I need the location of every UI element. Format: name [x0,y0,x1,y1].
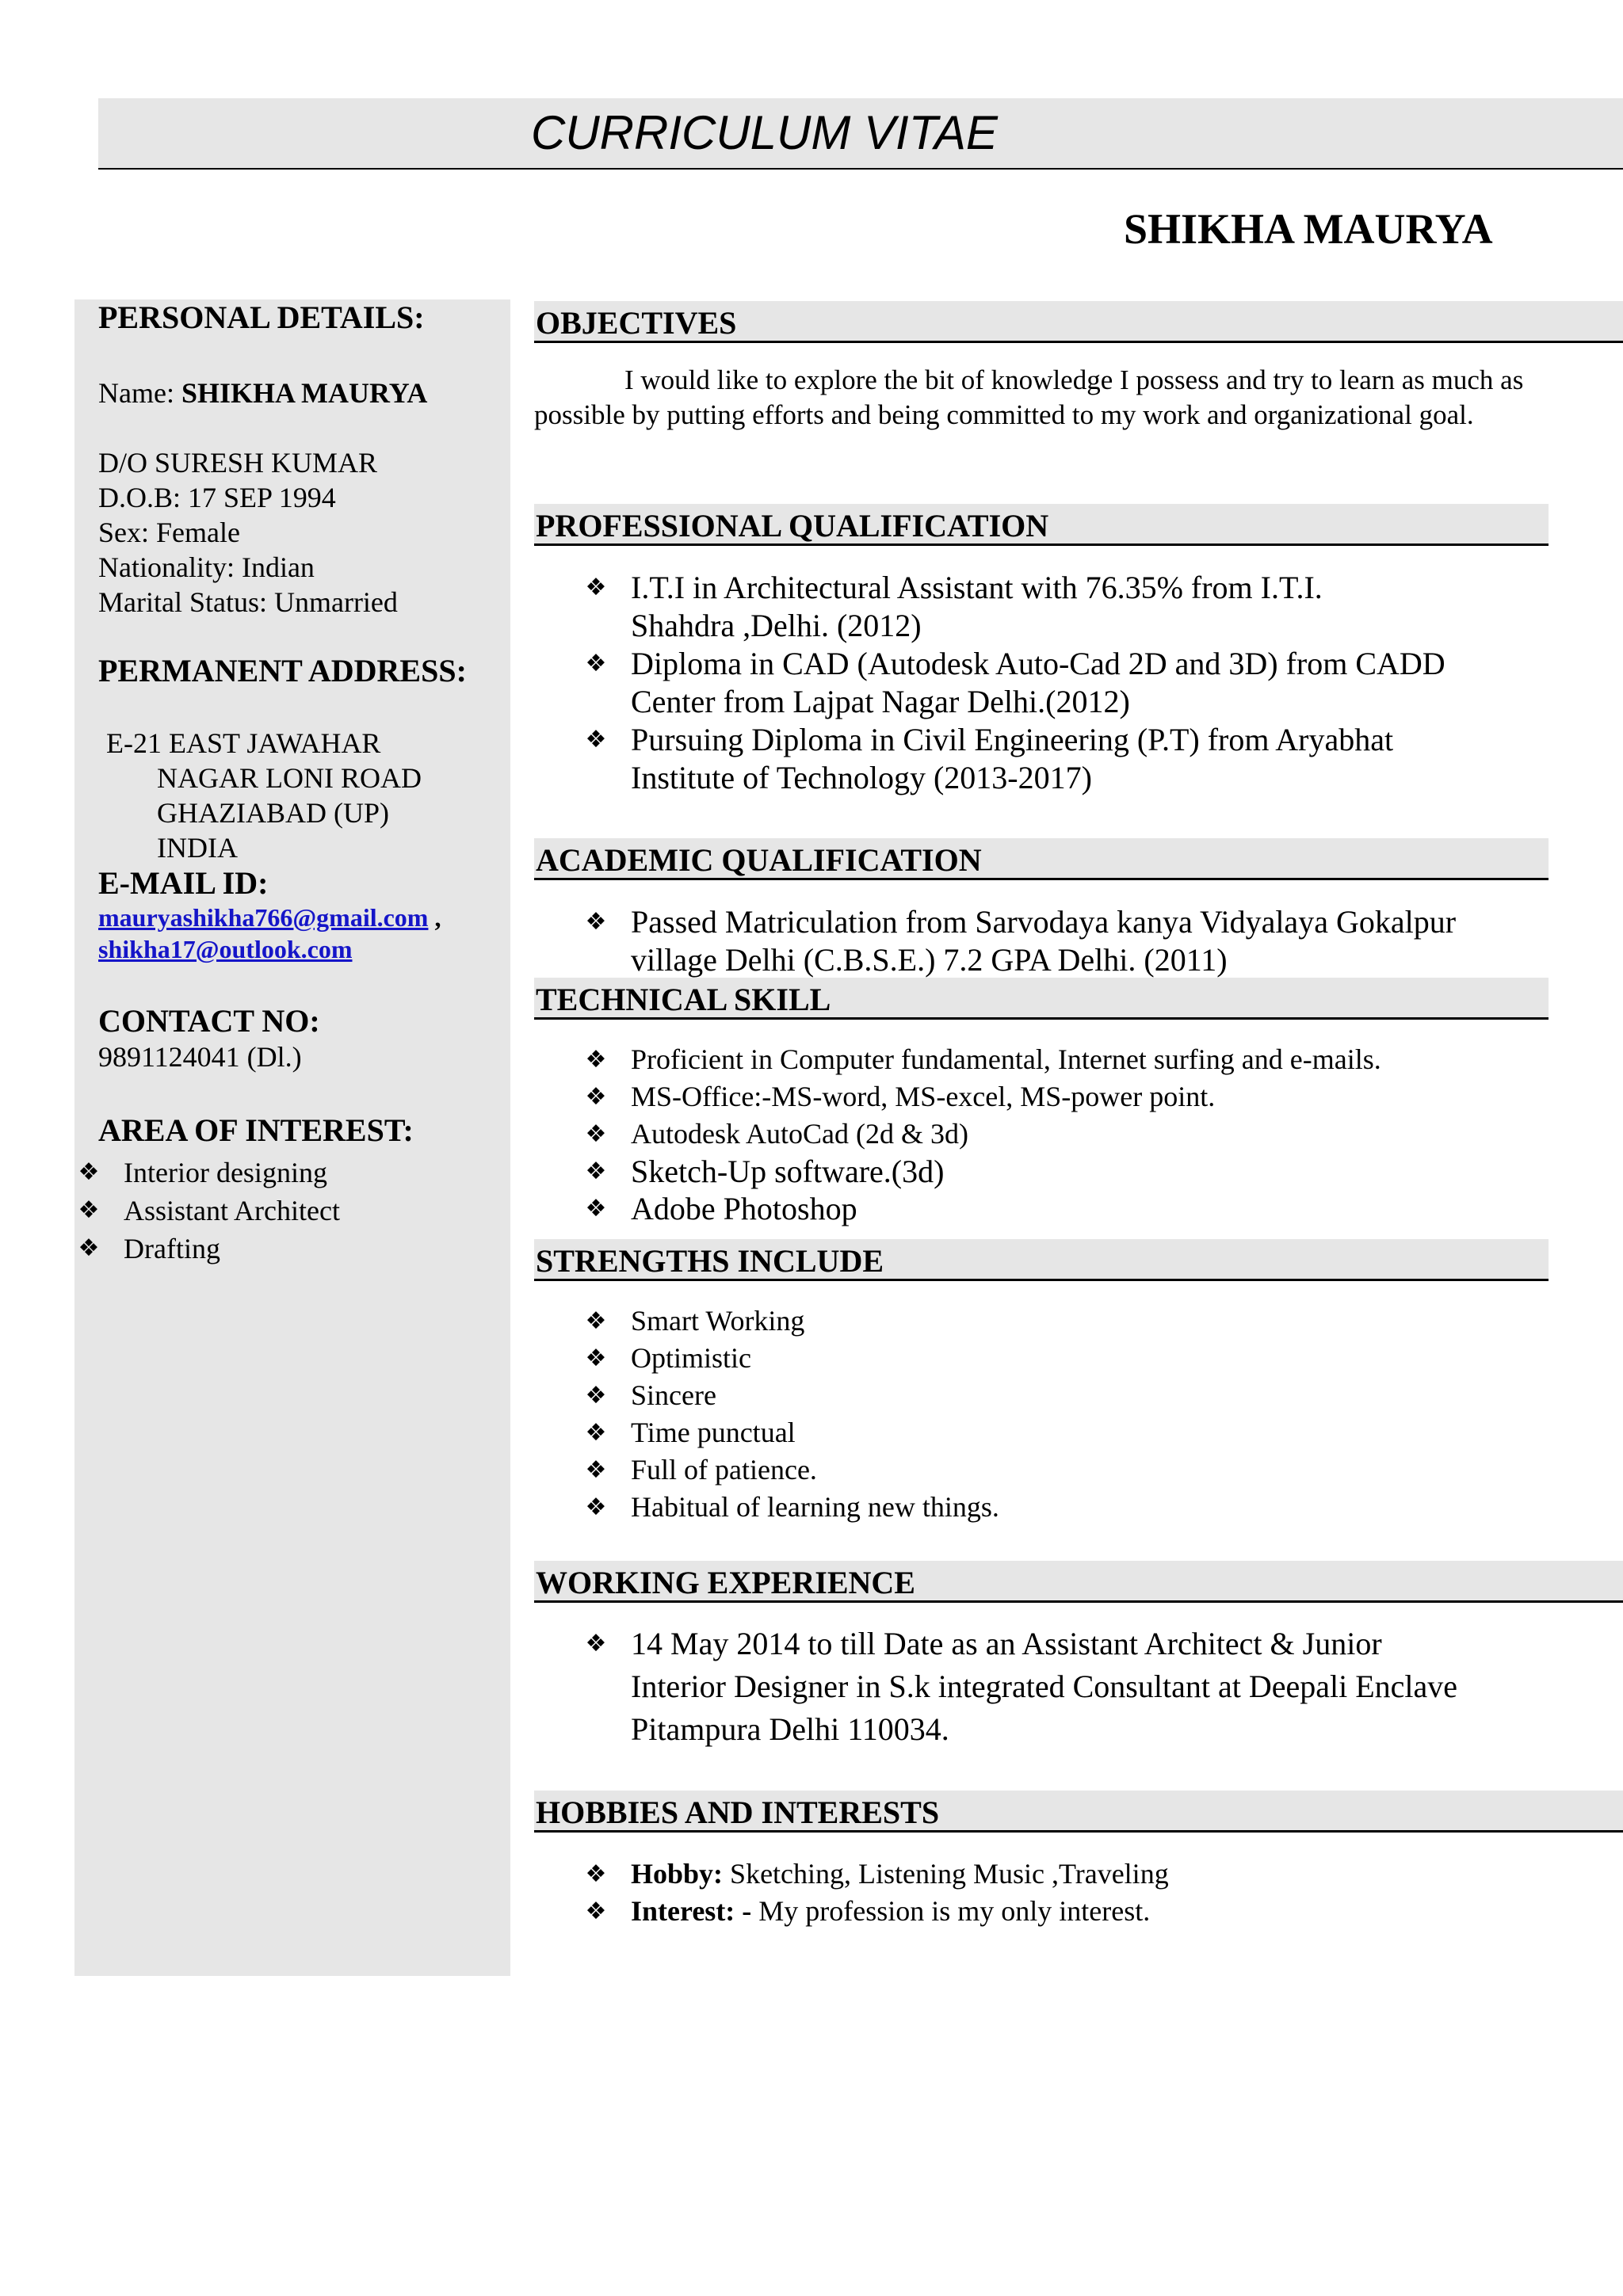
diamond-bullet-icon: ❖ [585,1120,607,1148]
academic-qualification-list [582,903,1456,979]
strength-item: Full of patience. [631,1454,817,1486]
list-item [74,1230,340,1268]
hobbies-section-header [534,1791,1623,1833]
skill-item: Adobe Photoshop [631,1191,857,1226]
list-item [582,1489,999,1526]
area-of-interest-list [74,1154,340,1268]
strength-item: Optimistic [631,1342,751,1374]
interest-item: Assistant Architect [124,1195,340,1226]
diamond-bullet-icon: ❖ [78,1196,100,1224]
academic-qualification-section-header [534,838,1549,880]
document-title: CURRICULUM VITAE [531,106,998,159]
permanent-address-heading: PERMANENT ADDRESS: [98,653,467,688]
strengths-list [582,1302,999,1526]
list-item [582,1190,1381,1227]
diamond-bullet-icon: ❖ [78,1234,100,1262]
technical-skill-section-header [534,978,1549,1020]
marital-status-line: Marital Status: Unmarried [98,586,398,618]
diamond-bullet-icon: ❖ [585,1382,607,1409]
list-item [582,569,1445,645]
list-item [582,1302,999,1340]
email-separator: , [428,903,441,932]
objectives-section-header [534,301,1623,343]
list-item [582,645,1445,721]
diamond-bullet-icon: ❖ [585,1456,607,1484]
section-title: PROFESSIONAL QUALIFICATION [536,508,1049,543]
qualification-item: I.T.I in Architectural Assistant with 76.35% from I.T.I. Shahdra ,Delhi. (2012) [631,570,1323,643]
skill-item: Proficient in Computer fundamental, Internet surfing and e-mails. [631,1043,1381,1075]
sidebar [74,299,510,1976]
section-title: ACADEMIC QUALIFICATION [536,842,982,878]
list-item [582,1414,999,1451]
section-title: WORKING EXPERIENCE [536,1565,915,1600]
area-of-interest-heading: AREA OF INTEREST: [98,1112,414,1148]
diamond-bullet-icon: ❖ [585,650,607,677]
academic-item: Passed Matriculation from Sarvodaya kanya Vidyalaya Gokalpur village Delhi (C.B.S.E.) 7.2 GPA Delhi. (2011) [631,904,1457,978]
email-list [98,902,441,965]
list-item [582,1893,1169,1930]
hobby-label: Hobby: [631,1858,724,1890]
strength-item: Smart Working [631,1305,805,1337]
technical-skill-list [582,1041,1381,1227]
contact-number: 9891124041 (Dl.) [98,1041,302,1073]
diamond-bullet-icon: ❖ [585,1307,607,1335]
diamond-bullet-icon: ❖ [585,1860,607,1888]
personal-details-list [98,445,398,620]
section-title: TECHNICAL SKILL [536,982,831,1017]
list-item [582,1116,1381,1153]
diamond-bullet-icon: ❖ [585,1419,607,1447]
professional-qualification-list [582,569,1445,797]
diamond-bullet-icon: ❖ [585,1046,607,1074]
diamond-bullet-icon: ❖ [585,1195,607,1222]
diamond-bullet-icon: ❖ [585,908,607,936]
interest-text: My profession is my only interest. [751,1895,1151,1927]
email-link-primary[interactable]: mauryashikha766@gmail.com [98,903,429,932]
list-item [582,1078,1381,1116]
email-link-secondary[interactable]: shikha17@outlook.com [98,935,353,963]
email-heading: E-MAIL ID: [98,865,269,901]
strength-item: Habitual of learning new things. [631,1491,999,1523]
strengths-section-header [534,1239,1549,1281]
diamond-bullet-icon: ❖ [585,574,607,601]
qualification-item: Diploma in CAD (Autodesk Auto-Cad 2D and 3D) from CADD Center from Lajpat Nagar Delhi.(2012) [631,646,1445,719]
hobby-text: Sketching, Listening Music ,Traveling [723,1858,1169,1890]
hobbies-list [582,1855,1169,1930]
list-item [582,1377,999,1414]
list-item [582,721,1445,797]
diamond-bullet-icon: ❖ [585,1158,607,1185]
personal-details-heading: PERSONAL DETAILS: [98,299,425,335]
list-item [582,1855,1169,1893]
address-line: INDIA [157,832,238,864]
interest-item: Drafting [124,1233,220,1264]
list-item [582,1153,1381,1190]
diamond-bullet-icon: ❖ [585,1493,607,1521]
name-label: Name: [98,377,181,409]
list-item [582,1623,1457,1751]
nationality-line: Nationality: Indian [98,551,315,583]
contact-heading: CONTACT NO: [98,1003,320,1039]
dob-line: D.O.B: 17 SEP 1994 [98,482,336,513]
skill-item: MS-Office:-MS-word, MS-excel, MS-power point. [631,1081,1216,1112]
parent-line: D/O SURESH KUMAR [98,447,378,479]
list-item [74,1154,340,1192]
address-line: GHAZIABAD (UP) [157,797,389,829]
list-item [582,903,1456,979]
list-item [74,1192,340,1230]
address-block [106,726,422,865]
sex-line: Sex: Female [98,517,240,548]
qualification-item: Pursuing Diploma in Civil Engineering (P.T) from Aryabhat Institute of Technology (2013-2017) [631,722,1394,795]
diamond-bullet-icon: ❖ [78,1158,100,1186]
name-line [98,376,427,410]
diamond-bullet-icon: ❖ [585,1083,607,1111]
address-line: E-21 EAST JAWAHAR [106,727,381,759]
working-experience-section-header [534,1561,1623,1603]
diamond-bullet-icon: ❖ [585,1897,607,1925]
diamond-bullet-icon: ❖ [585,1344,607,1372]
experience-item: 14 May 2014 to till Date as an Assistant Architect & Junior Interior Designer in S.k integrated Consultant at Deepali Enclave Pitampura Delhi 110034. [631,1626,1458,1747]
skill-item: Autodesk AutoCad (2d & 3d) [631,1118,968,1150]
strength-item: Time punctual [631,1417,796,1448]
list-item [582,1041,1381,1078]
objectives-text: I would like to explore the bit of knowledge I possess and try to learn as much as possible by putting efforts and being committed to my work and organizational goal. [534,364,1524,430]
list-item [582,1451,999,1489]
skill-item: Sketch-Up software.(3d) [631,1154,945,1189]
section-title: OBJECTIVES [536,305,737,341]
name-value: SHIKHA MAURYA [181,377,428,409]
interest-item: Interior designing [124,1157,327,1188]
title-band [98,98,1623,170]
candidate-name: SHIKHA MAURYA [1124,205,1493,253]
diamond-bullet-icon: ❖ [585,726,607,753]
working-experience-list [582,1623,1457,1751]
interest-label: Interest: - [631,1895,752,1927]
diamond-bullet-icon: ❖ [585,1630,607,1657]
list-item [582,1340,999,1377]
professional-qualification-section-header [534,504,1549,546]
section-title: STRENGTHS INCLUDE [536,1243,884,1279]
address-line: NAGAR LONI ROAD [157,762,422,794]
strength-item: Sincere [631,1379,716,1411]
section-title: HOBBIES AND INTERESTS [536,1794,940,1830]
